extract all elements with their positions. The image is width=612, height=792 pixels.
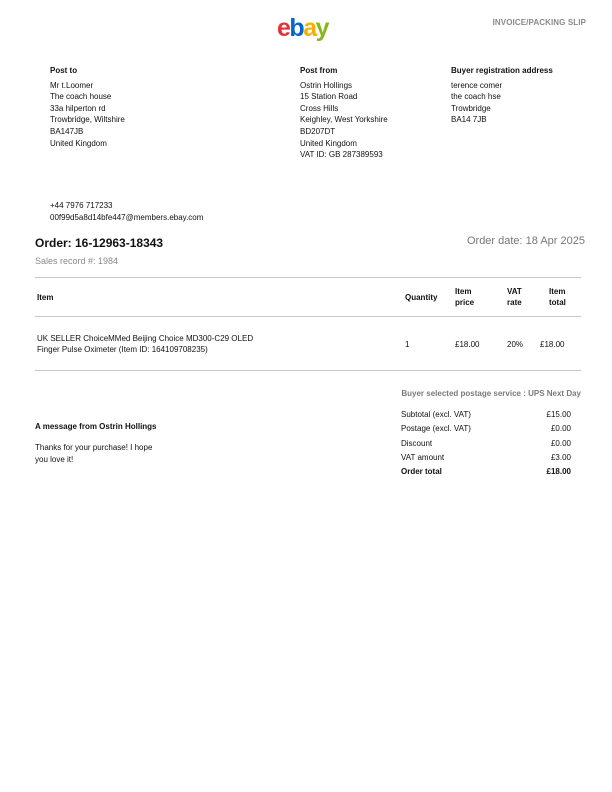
vat-id: VAT ID: GB 287389593 bbox=[300, 150, 383, 160]
address-line: BA14 7JB bbox=[451, 115, 487, 125]
divider bbox=[35, 316, 581, 317]
totals-value: £15.00 bbox=[546, 410, 571, 419]
document-type-label: INVOICE/PACKING SLIP bbox=[492, 18, 586, 27]
order-number: Order: 16-12963-18343 bbox=[35, 236, 164, 250]
logo-letter: y bbox=[315, 14, 328, 42]
column-header-item: Item bbox=[37, 293, 54, 302]
logo-letter: e bbox=[277, 14, 290, 42]
header-line: VAT bbox=[507, 287, 522, 296]
item-title-line: UK SELLER ChoiceMMed Beijing Choice MD300-C29 OLED bbox=[37, 334, 254, 343]
totals-label: Subtotal (excl. VAT) bbox=[401, 410, 471, 419]
header-line: Item bbox=[455, 287, 472, 296]
buyer-registration-block bbox=[451, 65, 553, 126]
totals-value: £0.00 bbox=[550, 424, 571, 434]
address-line: United Kingdom bbox=[300, 138, 357, 148]
ebay-logo bbox=[277, 16, 328, 41]
column-header-item-price bbox=[455, 286, 474, 308]
post-to-block bbox=[50, 65, 125, 149]
totals-value: £18.00 bbox=[546, 467, 571, 477]
address-line: 33a hilperton rd bbox=[50, 103, 106, 113]
address-line: Keighley, West Yorkshire bbox=[300, 115, 388, 125]
post-from-heading: Post from bbox=[300, 66, 338, 75]
totals-value: £3.00 bbox=[550, 452, 571, 462]
post-from-block bbox=[300, 65, 388, 161]
totals-label: Discount bbox=[401, 438, 433, 448]
totals-label: Order total bbox=[401, 467, 442, 477]
column-header-item-total bbox=[549, 286, 566, 308]
divider bbox=[35, 277, 581, 278]
message-line: Thanks for your purchase! I hope bbox=[35, 443, 153, 452]
address-line: The coach house bbox=[50, 92, 112, 102]
header-line: Item bbox=[549, 287, 566, 296]
logo-letter: a bbox=[303, 14, 316, 42]
seller-message-heading: A message from Ostrin Hollings bbox=[35, 422, 157, 431]
divider bbox=[35, 370, 581, 371]
header-line: rate bbox=[507, 298, 522, 307]
totals-label: VAT amount bbox=[401, 452, 445, 462]
item-price: £18.00 bbox=[455, 340, 480, 349]
totals-row-subtotal bbox=[401, 409, 571, 423]
address-line: terence comer bbox=[451, 80, 503, 90]
item-quantity: 1 bbox=[405, 340, 410, 349]
totals-row-postage bbox=[401, 423, 571, 437]
address-line: Trowbridge bbox=[451, 103, 491, 113]
address-line: Ostrin Hollings bbox=[300, 80, 353, 90]
seller-message bbox=[35, 442, 152, 465]
item-description bbox=[37, 333, 253, 355]
header-line: price bbox=[455, 298, 475, 307]
totals-value: £0.00 bbox=[550, 438, 571, 448]
message-line: you love it! bbox=[35, 454, 74, 464]
address-line: Cross Hills bbox=[300, 103, 339, 113]
item-total: £18.00 bbox=[540, 340, 565, 349]
order-date: Order date: 18 Apr 2025 bbox=[466, 235, 585, 247]
logo-letter: b bbox=[289, 14, 304, 42]
post-to-heading: Post to bbox=[50, 66, 78, 75]
address-line: the coach hse bbox=[451, 92, 501, 102]
address-line: United Kingdom bbox=[50, 138, 107, 148]
item-title-line: Finger Pulse Oximeter (Item ID: 164109708235) bbox=[37, 345, 208, 354]
item-vat-rate: 20% bbox=[507, 340, 524, 349]
column-header-quantity: Quantity bbox=[405, 293, 438, 302]
totals-label: Postage (excl. VAT) bbox=[401, 424, 471, 434]
buyer-email: 00f99d5a8d14bfe447@members.ebay.com bbox=[50, 212, 204, 222]
order-totals bbox=[401, 409, 571, 480]
buyer-contact bbox=[50, 200, 203, 223]
totals-row-discount bbox=[401, 438, 571, 452]
header-line: total bbox=[549, 298, 566, 307]
address-line: 15 Station Road bbox=[300, 92, 358, 102]
totals-row-vat bbox=[401, 452, 571, 466]
buyer-registration-heading: Buyer registration address bbox=[451, 66, 553, 75]
postage-service: Buyer selected postage service : UPS Next Day bbox=[401, 389, 581, 398]
buyer-phone: +44 7976 717233 bbox=[50, 201, 113, 210]
sales-record: Sales record #: 1984 bbox=[35, 256, 119, 266]
address-line: Mr t.Loomer bbox=[50, 80, 94, 90]
column-header-vat-rate bbox=[507, 286, 522, 308]
address-line: BD207DT bbox=[300, 126, 336, 136]
totals-row-order-total bbox=[401, 466, 571, 480]
address-line: Trowbridge, Wiltshire bbox=[50, 115, 125, 125]
address-line: BA147JB bbox=[50, 126, 84, 136]
